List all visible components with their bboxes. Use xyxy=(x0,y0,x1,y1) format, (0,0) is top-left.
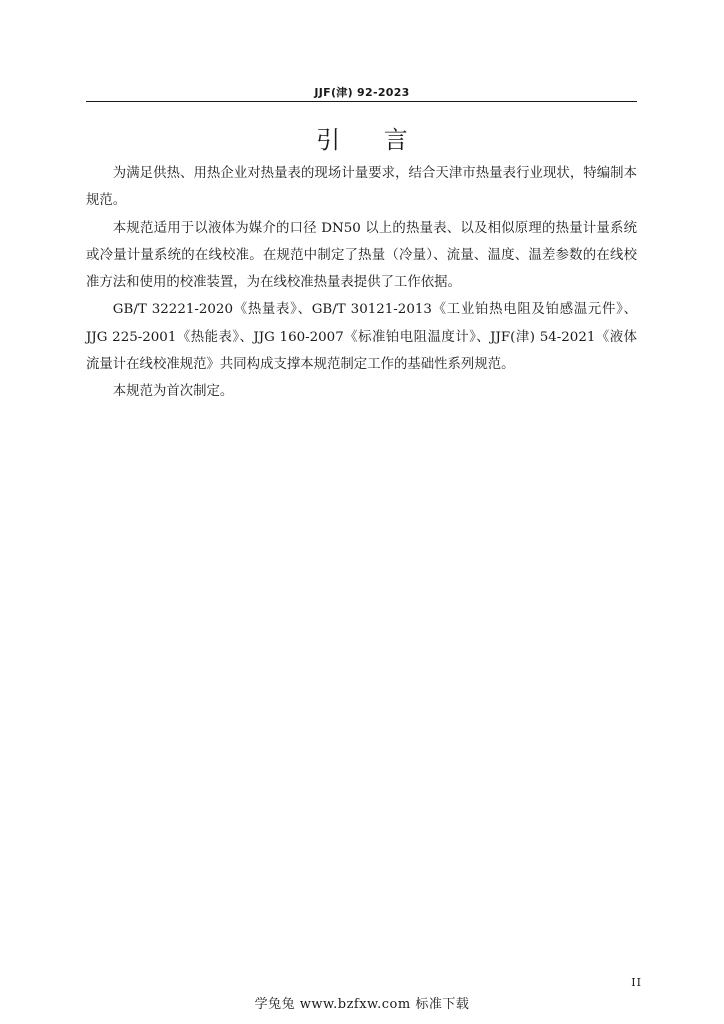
watermark-text: 学兔兔 www.bzfxw.com 标准下载 xyxy=(254,997,470,1012)
section-title: 引 言 xyxy=(316,126,426,154)
paragraph-first-edition: 本规范为首次制定。 xyxy=(112,384,234,400)
paragraph-purpose: 为满足供热、用热企业对热量表的现场计量要求，结合天津市热量表行业现状，特编制本规范。 xyxy=(86,166,637,209)
paragraph-scope: 本规范适用于以液体为媒介的口径 DN50 以上的热量表、以及相似原理的热量计量系统或冷量计量系统的在线校准。在规范中制定了热量（冷量）、流量、温度、温差参数的在线校准方法和使用的校准装置，为在线校准热量表提供了工作依据。 xyxy=(86,220,637,291)
page-number: II xyxy=(631,976,642,989)
document-code: JJF(津) 92-2023 xyxy=(314,86,410,99)
header-divider xyxy=(86,101,637,102)
paragraph-references: GB/T 32221-2020《热量表》、GB/T 30121-2013《工业铂热电阻及铂感温元件》、JJG 225-2001《热能表》、JJG 160-2007《标准铂电阻温度计》、JJF(津) 54-2021《液体流量计在线校准规范》共同构成支撑本规范制定工作的基础性系列规范。 xyxy=(86,302,637,373)
body-text xyxy=(86,160,637,406)
